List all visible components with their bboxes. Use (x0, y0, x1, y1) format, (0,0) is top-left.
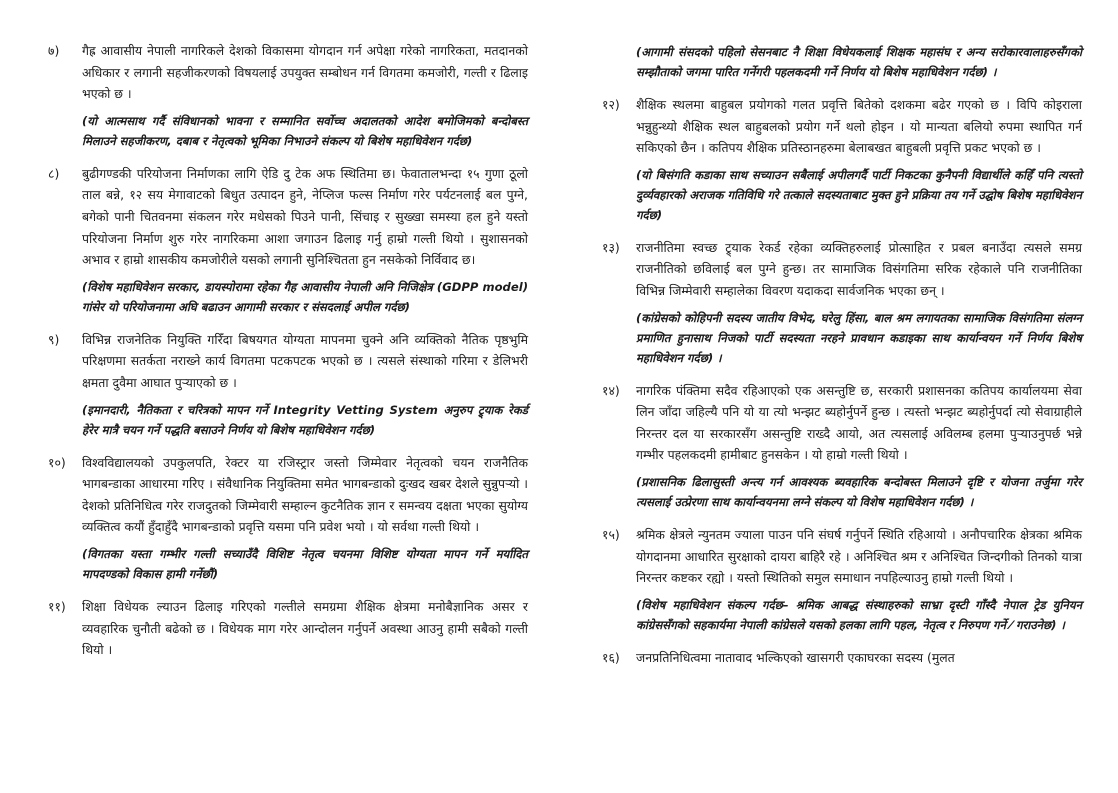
list-item (602, 647, 1082, 669)
item-resolution: (प्रशासनिक ढिलासुस्ती अन्त्य गर्न आवश्यक ब्यवहारिक बन्दोबस्त मिलाउने दृष्टि र योजना तर्जुमा गरेर त्यसलाई उत्प्रेरणा साथ कार्यान्वयनमा लग्ने संकल्प यो विशेष महाधिवेशन गर्दछ) । (636, 474, 1082, 509)
item-number: ९) (48, 331, 60, 347)
item-text: गैह्र आवासीय नेपाली नागरिकले देशको विकासमा योगदान गर्न अपेक्षा गरेको नागरिकता, मतदानको अधिकार र लगानी सहजीकरणको विषयलाई उपयुक्त सम्बोधन गर्न विगतमा कमजोरी, गल्ती र ढिलाइ भएको छ । (82, 43, 528, 102)
item-text: श्रमिक क्षेत्रले न्युनतम ज्याला पाउन पनि संघर्ष गर्नुपर्ने स्थिति रहिआयो । अनौपचारिक क्षेत्रका श्रमिक योगदानमा आधारित सुरक्षाको दायरा बाहिरै रहे । अनिश्चित श्रम र अनिश्चित जिन्दगीको तिनको यात्रा निरन्तर कष्टकर रह्यो । यस्तो स्थितिको समुल समाधान नपहिल्याउनु हाम्रो गल्ती थियो । (636, 526, 1082, 586)
item-number: १३) (602, 239, 620, 255)
list-item (602, 94, 1082, 237)
item-text: शिक्षा विधेयक ल्याउन ढिलाइ गरिएको गल्तीले समग्रमा शैक्षिक क्षेत्रमा मनोबैज्ञानिक असर र व्यवहारिक चुनौती बढेको छ । विधेयक माग गरेर आन्दोलन गर्नुपर्ने अवस्था आउनु हामी सबैको गल्ती थियो । (82, 598, 528, 658)
item-resolution: (विशेष महाधिवेशन संकल्प गर्दछ– श्रमिक आबद्ध संस्थाहरुको साभ्रा दृस्टी गाँस्दै नेपाल ट्रेड युनियन कांग्रेससँगको सहकार्यमा नेपाली कांग्रेसले यसको हलका लागि पहल, नेतृत्व र निरुपण गर्ने ⁄ गराउनेछ) । (636, 597, 1082, 632)
continued-resolution: (आगामी संसदको पहिलो सेसनबाट नै शिक्षा विधेयकलाई शिक्षक महासंघ र अन्य सरोकारवालाहरुसँगको सम्झौताको जगमा पारित गर्नेगरी पहलकदमी गर्ने निर्णय यो बिशेष महाधिवेशन गर्दछ) । (636, 45, 1082, 79)
item-text: नागरिक पंक्तिमा सदैव रहिआएको एक असन्तुष्टि छ, सरकारी प्रशासनका कतिपय कार्यालयमा सेवा लिन जाँदा जहिल्यै पनि यो या त्यो भन्झट ब्यहोर्नुपर्ने हुन्छ । त्यस्तो भन्झट ब्यहोर्नुपर्दा त्यो सेवाग्राहीले निरन्तर दल या सरकारसँग असन्तुष्टि राख्दै आयो, अत त्यसलाई अविलम्ब हलमा पुऱ्याउनुपर्छ भन्ने गम्भीर पहलकदमी हामीबाट हुनसकेन । यो हाम्रो गल्ती थियो । (636, 382, 1082, 463)
list-item (48, 163, 528, 329)
item-number: ७) (48, 43, 60, 58)
list-item (48, 596, 528, 661)
item-text: विश्वविद्यालयको उपकुलपति, रेक्टर या रजिस्ट्रार जस्तो जिम्मेवार नेतृत्वको चयन राजनैतिक भागबन्डाका आधारमा गरिए । संवैधानिक नियुक्तिमा समेत भागबन्डाको दुःखद खबर देशले सुन्नुपऱ्यो । देशको प्रतिनिधित्व गरेर राजदुतको जिम्मेवारी सम्हाल्न कुटनैतिक ज्ञान र समन्वय दक्षता भएका सुयोग्य व्यक्तित्व कयौं हुँदाहुँदै भागबन्डाको प्रवृत्ति यसमा पनि प्रवेश भयो । यो सर्वथा गल्ती थियो । (82, 454, 528, 535)
item-text: विभिन्न राजनेतिक नियुक्ति गरिँदा बिषयगत योग्यता मापनमा चुक्ने अनि व्यक्तिको नैतिक पृष्ठभुमि परिक्षणमा सतर्कता नराख्ने कार्य विगतमा पटकपटक भएको छ । त्यसले संस्थाको गरिमा र डेलिभरी क्षमता दुवैमा आघात पुऱ्याएको छ । (82, 331, 528, 390)
right-column (602, 42, 1082, 668)
item-resolution: (विगतका यस्ता गम्भीर गल्ती सच्याउँदै विशिष्ट नेतृत्व चयनमा विशिष्ट योग्यता मापन गर्ने मर्यादित मापदण्डको विकास हामी गर्नेछौं) (82, 546, 528, 581)
item-number: ११) (48, 598, 66, 614)
list-item (602, 524, 1082, 647)
item-resolution: (यो आत्मसाथ गर्दै संविधानको भावना र सम्मानित सर्वोच्च अदालतको आदेश बमोजिमको बन्दोबस्त मिलाउने सहजीकरण, दबाब र नेतृत्वको भूमिका निभाउने संकल्प यो बिशेष महाधिवेशन गर्दछ) (82, 113, 528, 148)
item-number: १६) (602, 649, 620, 665)
item-number: १४) (602, 382, 620, 398)
item-resolution: (कांग्रेसको कोहिपनी सदस्य जातीय विभेद, घरेलु हिंसा, बाल श्रम लगायतका सामाजिक विसंगतिमा संलग्न प्रमाणित हुनासाथ निजको पार्टी सदस्यता नरहने प्रावधान कडाइका साथ कार्यान्वयन गर्ने निर्णय बिशेष महाधिवेशन गर्दछ) । (636, 310, 1082, 365)
list-item (602, 237, 1082, 380)
item-resolution: (यो बिसंगति कडाका साथ सच्याउन सबैलाई अपीलगर्दै पार्टी निकटका कुनैपनी विद्यार्थीले कहिँ पनि त्यस्तो दुर्व्यवहारको अराजक गतिविधि गरे तत्काले सदस्यताबाट मुक्त हुने प्रक्रिया तय गर्ने उद्घोष बिशेष महाधिवेशन गर्दछ) (636, 167, 1082, 222)
item-number: १५) (602, 526, 620, 542)
list-item (48, 452, 528, 596)
list-item (602, 380, 1082, 524)
item-resolution: (इमानदारी, नैतिकता र चरित्रको मापन गर्ने Integrity Vetting System अनुरुप ट्र्याक रेकर्ड हेरेर मात्रै चयन गर्ने पद्धति बसाउने निर्णय यो बिशेष महाधिवेशन गर्दछ) (82, 402, 528, 437)
item-text: बुढीगण्डकी परियोजना निर्माणका लागि ऐडि दु टेक अफ स्थितिमा छ। फेवातालभन्दा १५ गुणा ठूलो ताल बन्ने, १२ सय मेगावाटको बिधुत उत्पादन हुने, नेप्लिज फल्स निर्माण गरेर पर्यटनलाई बल पुग्ने, बगेको पानी चितवनमा संकलन गरेर मधेसको पिउने पानी, सिंचाइ र सुख्खा समस्या हल हुने यस्तो परियोजना निर्माण शुरु गरेर नागरिकमा आशा जगाउन ढिलाइ गर्नु हाम्रो गल्ती थियो । सुशासनको अभाव र हाम्रो शासकीय कमजोरीले यसको लगानी सुनिश्चितता हुन नसकेको निर्विवाद छ। (82, 165, 528, 268)
item-resolution: (विशेष महाधिवेशन सरकार, डायस्पोरामा रहेका गैह आवासीय नेपाली अनि निजिक्षेत्र (GDPP model) गांसेर यो परियोजनामा अघि बढाउन आगामी सरकार र संसदलाई अपील गर्दछ) (82, 279, 528, 314)
item-number: १२) (602, 97, 620, 112)
item-text: जनप्रतिनिधित्वमा नातावाद भल्किएको खासगरी एकाघरका सदस्य (मुलत (636, 649, 955, 665)
list-item (48, 40, 528, 163)
item-text: शैक्षिक स्थलमा बाहुबल प्रयोगको गलत प्रवृत्ति बितेको दशकमा बढेर गएको छ । विपि कोइराला भन्नुहुन्थ्यो शैक्षिक स्थल बाहुबलको प्रयोग गर्ने थलो होइन । यो मान्यता बलियो रुपमा स्थापित गर्न सकिएको छैन । कतिपय शैक्षिक प्रतिस्ठानहरुमा बेलाबखत बाहुबली प्रवृत्ति प्रकट भएको छ । (636, 97, 1082, 156)
list-item (48, 329, 528, 452)
left-column (48, 40, 528, 661)
item-number: ८) (48, 165, 60, 181)
item-text: राजनीतिमा स्वच्छ ट्र्याक रेकर्ड रहेका व्यक्तिहरुलाई प्रोत्साहित र प्रबल बनाउँदा त्यसले समग्र राजनीतिको छविलाई बल पुग्ने हुन्छ। तर सामाजिक विसंगतिमा सरिक रहेकाले पनि राजनीतिका विभिन्न जिम्मेवारी सम्हालेका विवरण यदाकदा सार्वजनिक भएका छन् । (636, 239, 1082, 298)
item-number: १०) (48, 454, 66, 470)
